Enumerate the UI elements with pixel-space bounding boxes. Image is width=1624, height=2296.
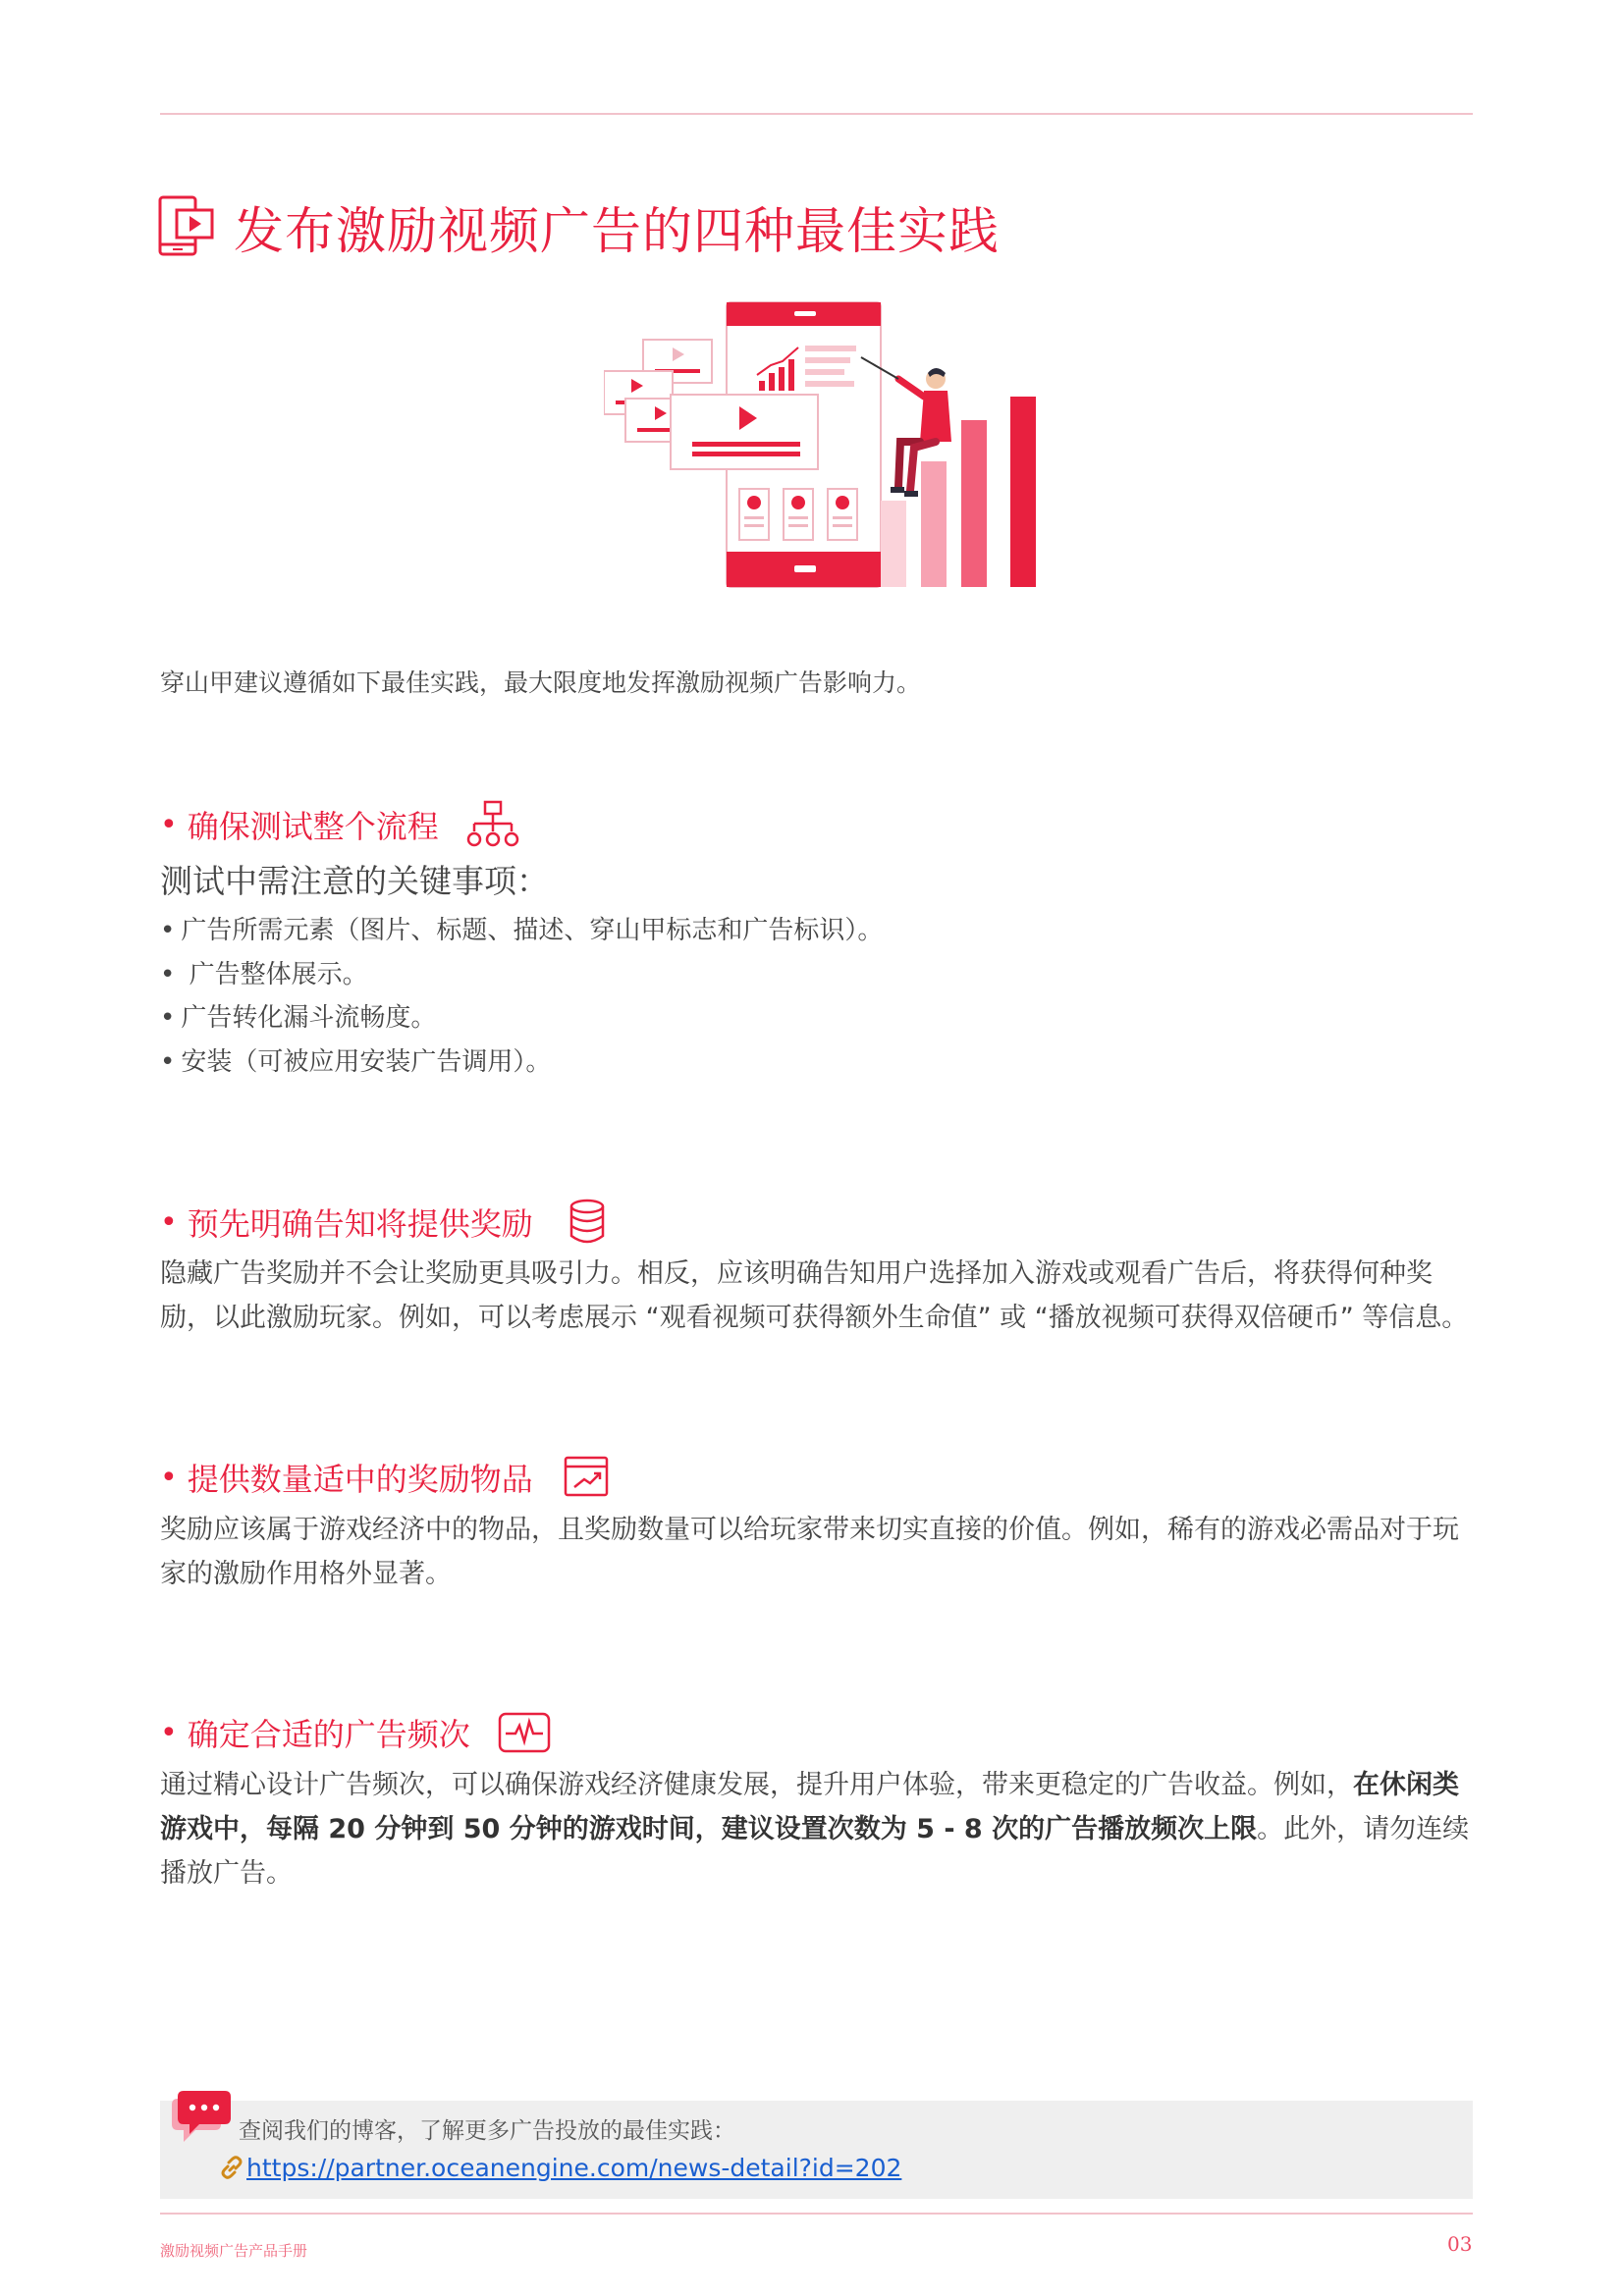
bottom-divider [160, 2213, 1473, 2215]
section-title: 预先明确告知将提供奖励 [187, 1205, 533, 1243]
section-heading-testing: • 确保测试整个流程 [160, 800, 519, 849]
section-heading-ad-frequency: • 确定合适的广告频次 [160, 1708, 551, 1757]
top-divider [160, 113, 1473, 115]
subheading-key-items: 测试中需注意的关键事项： [160, 862, 549, 900]
section-body: 奖励应该属于游戏经济中的物品，且奖励数量可以给玩家带来切实直接的价值。例如，稀有的游戏必需品对于玩家的激励作用格外显著。 [160, 1515, 1459, 1589]
section-title: 确定合适的广告频次 [187, 1716, 470, 1753]
trend-chart-icon [561, 1453, 614, 1502]
section-title: 提供数量适中的奖励物品 [187, 1461, 533, 1498]
blog-link-url[interactable]: https://partner.oceanengine.com/news-detail?id=202 [246, 2154, 902, 2182]
coin-stack-icon [561, 1198, 614, 1247]
pulse-monitor-icon [498, 1708, 551, 1757]
mobile-video-icon [157, 194, 216, 259]
blog-link[interactable] [219, 2154, 901, 2182]
title-row [157, 194, 1000, 259]
callout-text: 查阅我们的博客，了解更多广告投放的最佳实践： [239, 2118, 735, 2144]
section-title: 确保测试整个流程 [187, 808, 439, 845]
hierarchy-icon [466, 800, 519, 849]
section-body: 通过精心设计广告频次，可以确保游戏经济健康发展，提升用户体验，带来更稳定的广告收益。例如，在休闲类游戏中，每隔 20 分钟到 50 分钟的游戏时间，建议设置次数为 5 - 8 次的广告播放频次上限。此外，请勿连续播放广告。 [160, 1770, 1470, 1889]
list-item: • 广告整体展示。 [160, 959, 368, 989]
blog-callout [160, 2101, 1473, 2199]
page-title: 发布激励视频广告的四种最佳实践 [234, 203, 1001, 261]
list-item: • 广告所需元素（图片、标题、描述、穿山甲标志和广告标识）。 [160, 916, 884, 945]
link-icon [219, 2156, 244, 2179]
frequency-recommendation: 在休闲类游戏中，每隔 20 分钟到 50 分钟的游戏时间，建议设置次数为 5 - 8 次的广告播放频次上限 [160, 1770, 1459, 1844]
section-heading-reward-notice: • 预先明确告知将提供奖励 [160, 1198, 614, 1247]
section-heading-reward-amount: • 提供数量适中的奖励物品 [160, 1453, 614, 1502]
page-number: 03 [1447, 2232, 1473, 2256]
chat-bubble-icon [170, 2089, 233, 2150]
section-body: 隐藏广告奖励并不会让奖励更具吸引力。相反，应该明确告知用户选择加入游戏或观看广告后，将获得何种奖励，以此激励玩家。例如，可以考虑展示 “观看视频可获得额外生命值” 或 “播放视频可获得双倍硬币” 等信息。 [160, 1258, 1469, 1333]
list-item: • 广告转化漏斗流畅度。 [160, 1003, 437, 1033]
hero-illustration [604, 294, 1048, 593]
intro-text: 穿山甲建议遵循如下最佳实践，最大限度地发挥激励视频广告影响力。 [160, 668, 922, 697]
test-checklist [160, 909, 883, 1084]
list-item: • 安装（可被应用安装广告调用）。 [160, 1046, 552, 1077]
footer-doc-title: 激励视频广告产品手册 [160, 2242, 308, 2260]
